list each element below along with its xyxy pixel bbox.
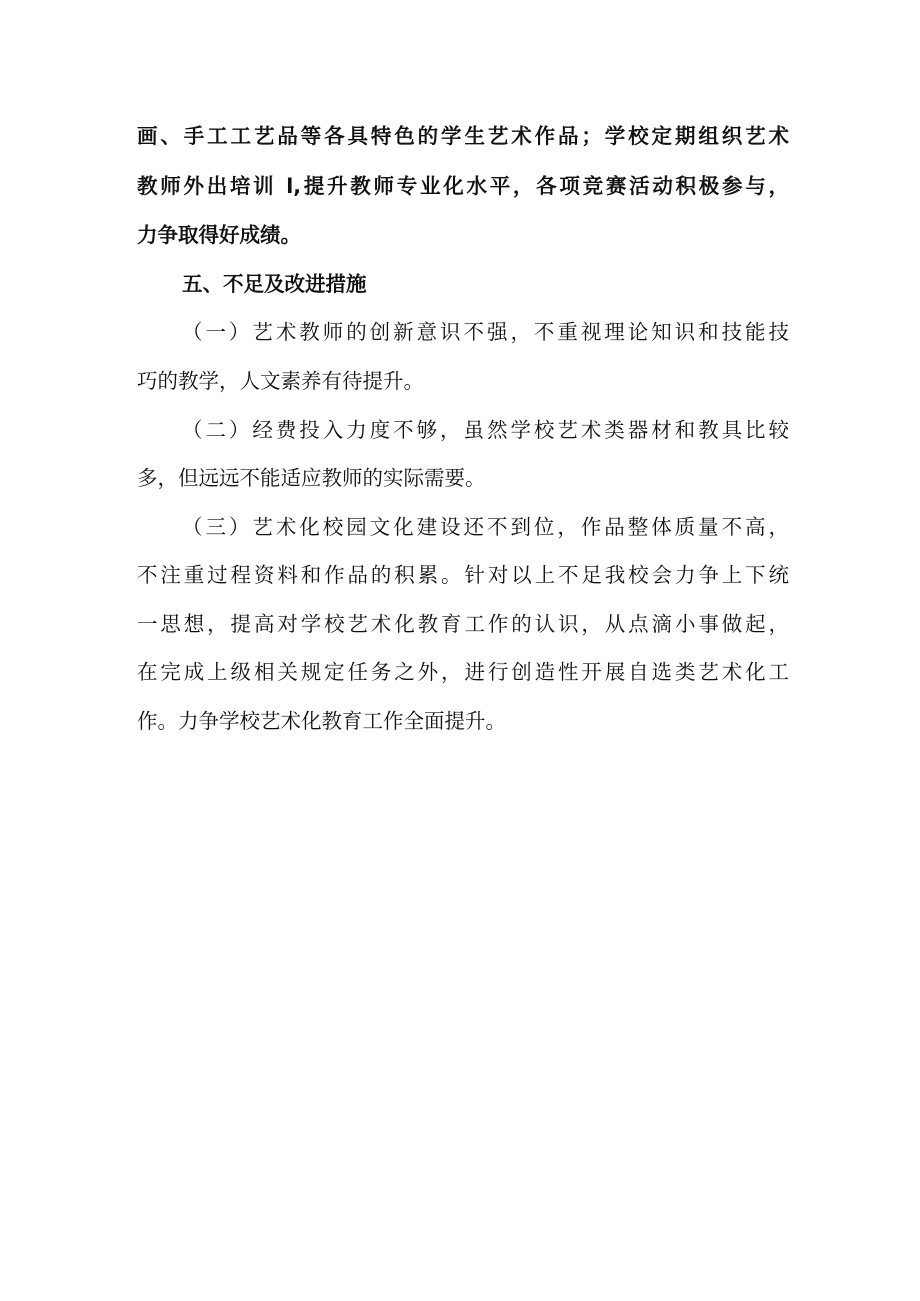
intro-line-3: 力争取得好成绩。 [137,223,301,247]
item-2-line-2: 多，但远远不能适应教师的实际需要。 [137,466,486,490]
section-heading: 五、不足及改进措施 [182,272,367,296]
item-3-line-3: 一思想，提高对学校艺术化教育工作的认识，从点滴小事做起， [137,612,789,636]
intro-line-2: 教师外出培训 l,提升教师专业化水平，各项竞赛活动积极参与， [137,174,789,198]
item-1-line-2: 巧的教学，人文素养有待提升。 [137,369,424,393]
item-3-line-2: 不注重过程资料和作品的积累。针对以上不足我校会力争上下统 [137,563,789,587]
item-3-line-4: 在完成上级相关规定任务之外，进行创造性开展自选类艺术化工 [137,660,789,684]
item-2-line-1: （二）经费投入力度不够，虽然学校艺术类器材和教具比较 [182,418,789,442]
item-3-line-1: （三）艺术化校园文化建设还不到位，作品整体质量不高， [182,515,789,539]
intro-line-1: 画、手工工艺品等各具特色的学生艺术作品；学校定期组织艺术 [137,124,789,148]
item-1-line-1: （一）艺术教师的创新意识不强，不重视理论知识和技能技 [182,320,789,344]
item-3-line-5: 作。力争学校艺术化教育工作全面提升。 [137,709,506,733]
